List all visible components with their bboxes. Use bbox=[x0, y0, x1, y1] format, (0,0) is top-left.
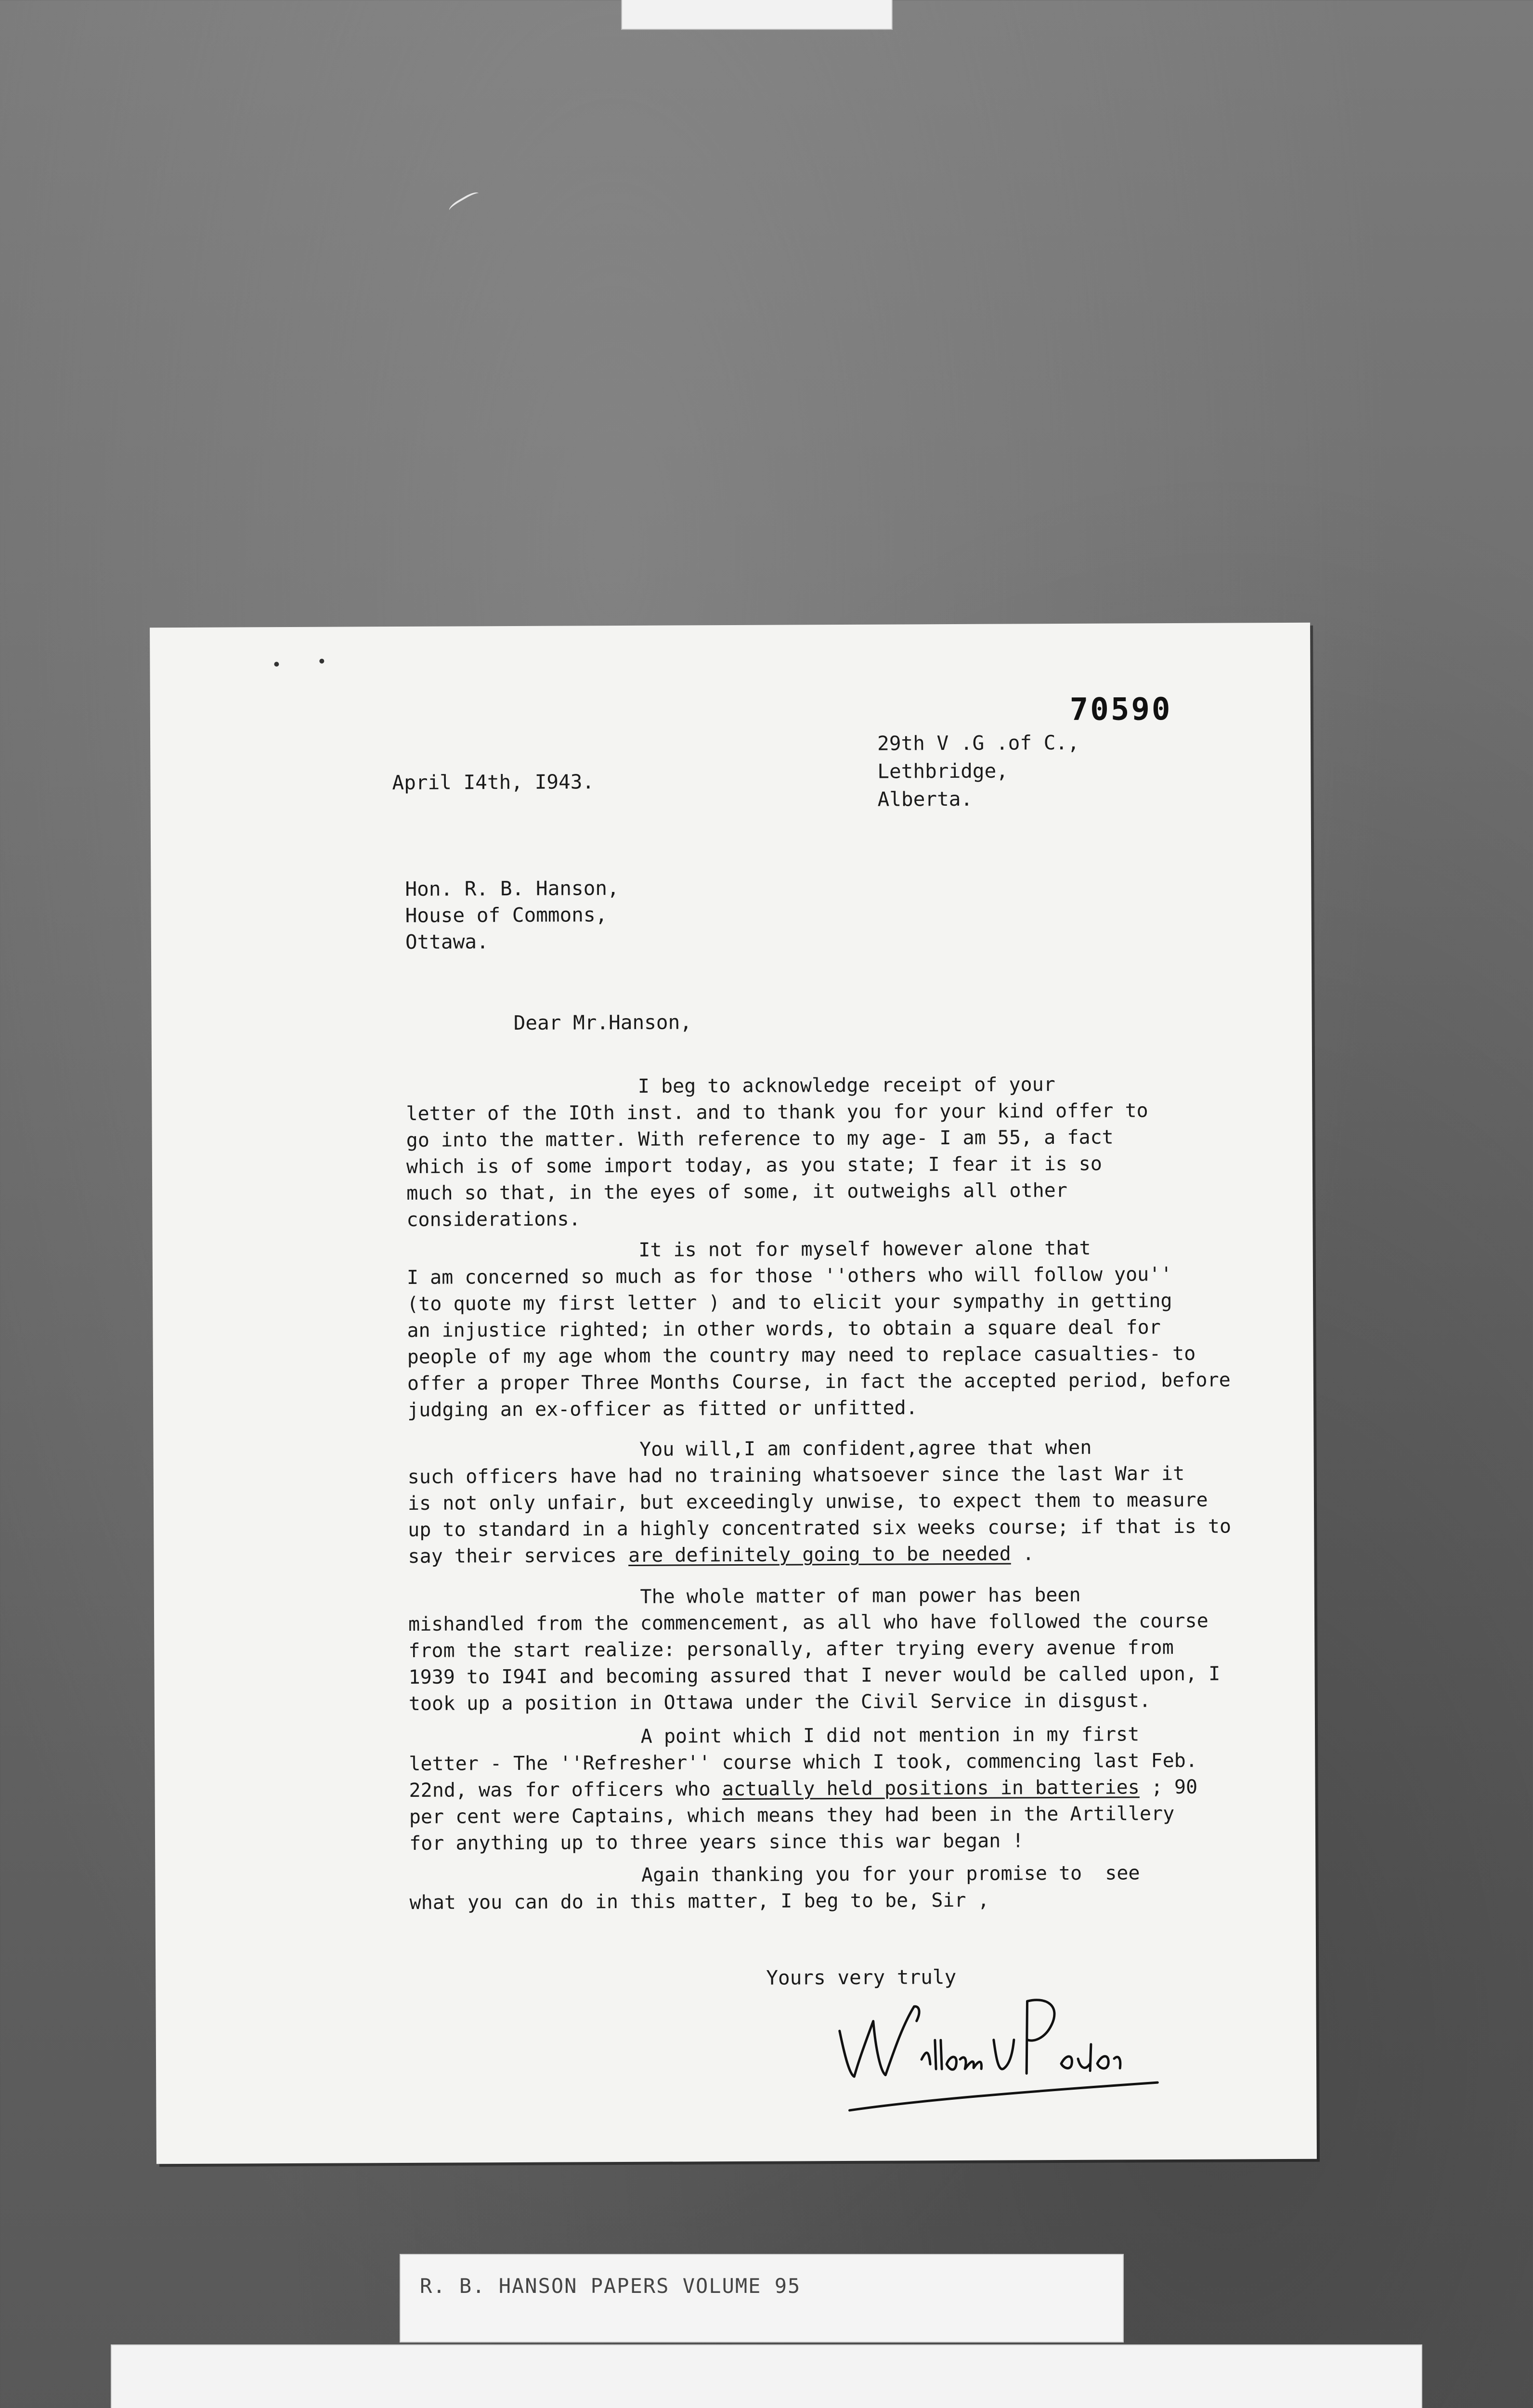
underlined-phrase: are definitely going to be needed bbox=[628, 1543, 1011, 1567]
recipient-line: Hon. R. B. Hanson, bbox=[405, 877, 619, 901]
text-line: people of my age whom the country may need to replace casualties- to bbox=[407, 1342, 1196, 1368]
text-line: I beg to acknowledge receipt of your bbox=[406, 1073, 1055, 1099]
text-line: judging an ex-officer as fitted or unfitted. bbox=[407, 1397, 918, 1421]
paragraph-training bbox=[407, 1434, 1231, 1570]
text-line: what you can do in this matter, I beg to be, Sir , bbox=[409, 1889, 989, 1914]
letter-page bbox=[150, 623, 1317, 2164]
text-line: much so that, in the eyes of some, it outweighs all other bbox=[406, 1179, 1067, 1204]
text-line-post: . bbox=[1011, 1543, 1035, 1565]
underlined-phrase: actually held positions in batteries bbox=[722, 1776, 1140, 1801]
text-line: offer a proper Three Months Course, in fact the accepted period, before bbox=[407, 1369, 1231, 1395]
text-line: took up a position in Ottawa under the Civil Service in disgust. bbox=[408, 1689, 1151, 1715]
text-line: which is of some import today, as you state; I fear it is so bbox=[406, 1152, 1102, 1178]
text-line: Again thanking you for your promise to see bbox=[409, 1862, 1140, 1887]
public-archives-card bbox=[111, 2344, 1422, 2408]
text-line: I am concerned so much as for those ''others who will follow you'' bbox=[406, 1263, 1172, 1289]
text-line: The whole matter of man power has been bbox=[408, 1584, 1081, 1609]
paragraph-acknowledgement bbox=[406, 1071, 1149, 1233]
text-line: an injustice righted; in other words, to obtain a square deal for bbox=[407, 1316, 1161, 1342]
text-line: per cent were Captains, which means they had been in the Artillery bbox=[409, 1803, 1175, 1828]
text-line: is not only unfair, but exceedingly unwise, to expect them to measure bbox=[407, 1489, 1208, 1515]
text-line: considerations. bbox=[406, 1208, 581, 1231]
film-scratch-mark bbox=[447, 190, 482, 216]
film-top-tab bbox=[621, 0, 893, 30]
text-line: letter - The ''Refresher'' course which I took, commencing last Feb. bbox=[409, 1749, 1198, 1775]
paragraph-concern bbox=[407, 1234, 1231, 1423]
text-line-post: ; 90 bbox=[1139, 1776, 1198, 1799]
paragraph-manpower bbox=[408, 1582, 1221, 1717]
closing: Yours very truly bbox=[766, 1965, 957, 1989]
sender-address bbox=[877, 729, 1079, 813]
text-line: from the start realize: personally, after trying every avenue from bbox=[408, 1636, 1174, 1662]
recipient-address bbox=[405, 875, 619, 955]
text-line: go into the matter. With reference to my age- I am 55, a fact bbox=[406, 1126, 1114, 1152]
text-line-pre: say their services bbox=[408, 1544, 629, 1568]
handwritten-signature bbox=[820, 1991, 1186, 2122]
text-line-pre: 22nd, was for officers who bbox=[409, 1778, 722, 1802]
salutation: Dear Mr.Hanson, bbox=[513, 1010, 692, 1034]
archive-volume-label bbox=[400, 2254, 1124, 2343]
paper-speck bbox=[319, 659, 324, 664]
text-line: A point which I did not mention in my first bbox=[409, 1723, 1140, 1749]
letter-date: April I4th, I943. bbox=[392, 770, 595, 795]
text-line: such officers have had no training whatsoever since the last War it bbox=[407, 1462, 1185, 1488]
paragraph-thanks bbox=[409, 1860, 1140, 1916]
text-line: It is not for myself however alone that bbox=[406, 1237, 1091, 1262]
recipient-line: House of Commons, bbox=[405, 903, 608, 927]
text-line: (to quote my first letter ) and to elicit your sympathy in getting bbox=[407, 1290, 1172, 1315]
sender-address-line: Lethbridge, bbox=[877, 759, 1009, 783]
archive-volume-text: R. B. HANSON PAPERS VOLUME 95 bbox=[420, 2274, 801, 2298]
text-line: up to standard in a highly concentrated six weeks course; if that is to bbox=[408, 1515, 1232, 1541]
text-line: mishandled from the commencement, as all who have followed the course bbox=[408, 1610, 1208, 1636]
text-line: You will,I am confident,agree that when bbox=[407, 1436, 1092, 1462]
recipient-line: Ottawa. bbox=[405, 930, 489, 954]
document-number: 70590 bbox=[1069, 692, 1172, 728]
sender-address-line: Alberta. bbox=[877, 787, 973, 811]
text-line: letter of the IOth inst. and to thank you for your kind offer to bbox=[406, 1099, 1148, 1125]
paper-speck bbox=[274, 662, 279, 667]
text-line: 1939 to I94I and becoming assured that I never would be called upon, I bbox=[408, 1662, 1221, 1688]
sender-address-line: 29th V .G .of C., bbox=[877, 731, 1079, 755]
text-line: for anything up to three years since this war began ! bbox=[409, 1830, 1024, 1855]
paragraph-refresher-course bbox=[409, 1721, 1198, 1857]
